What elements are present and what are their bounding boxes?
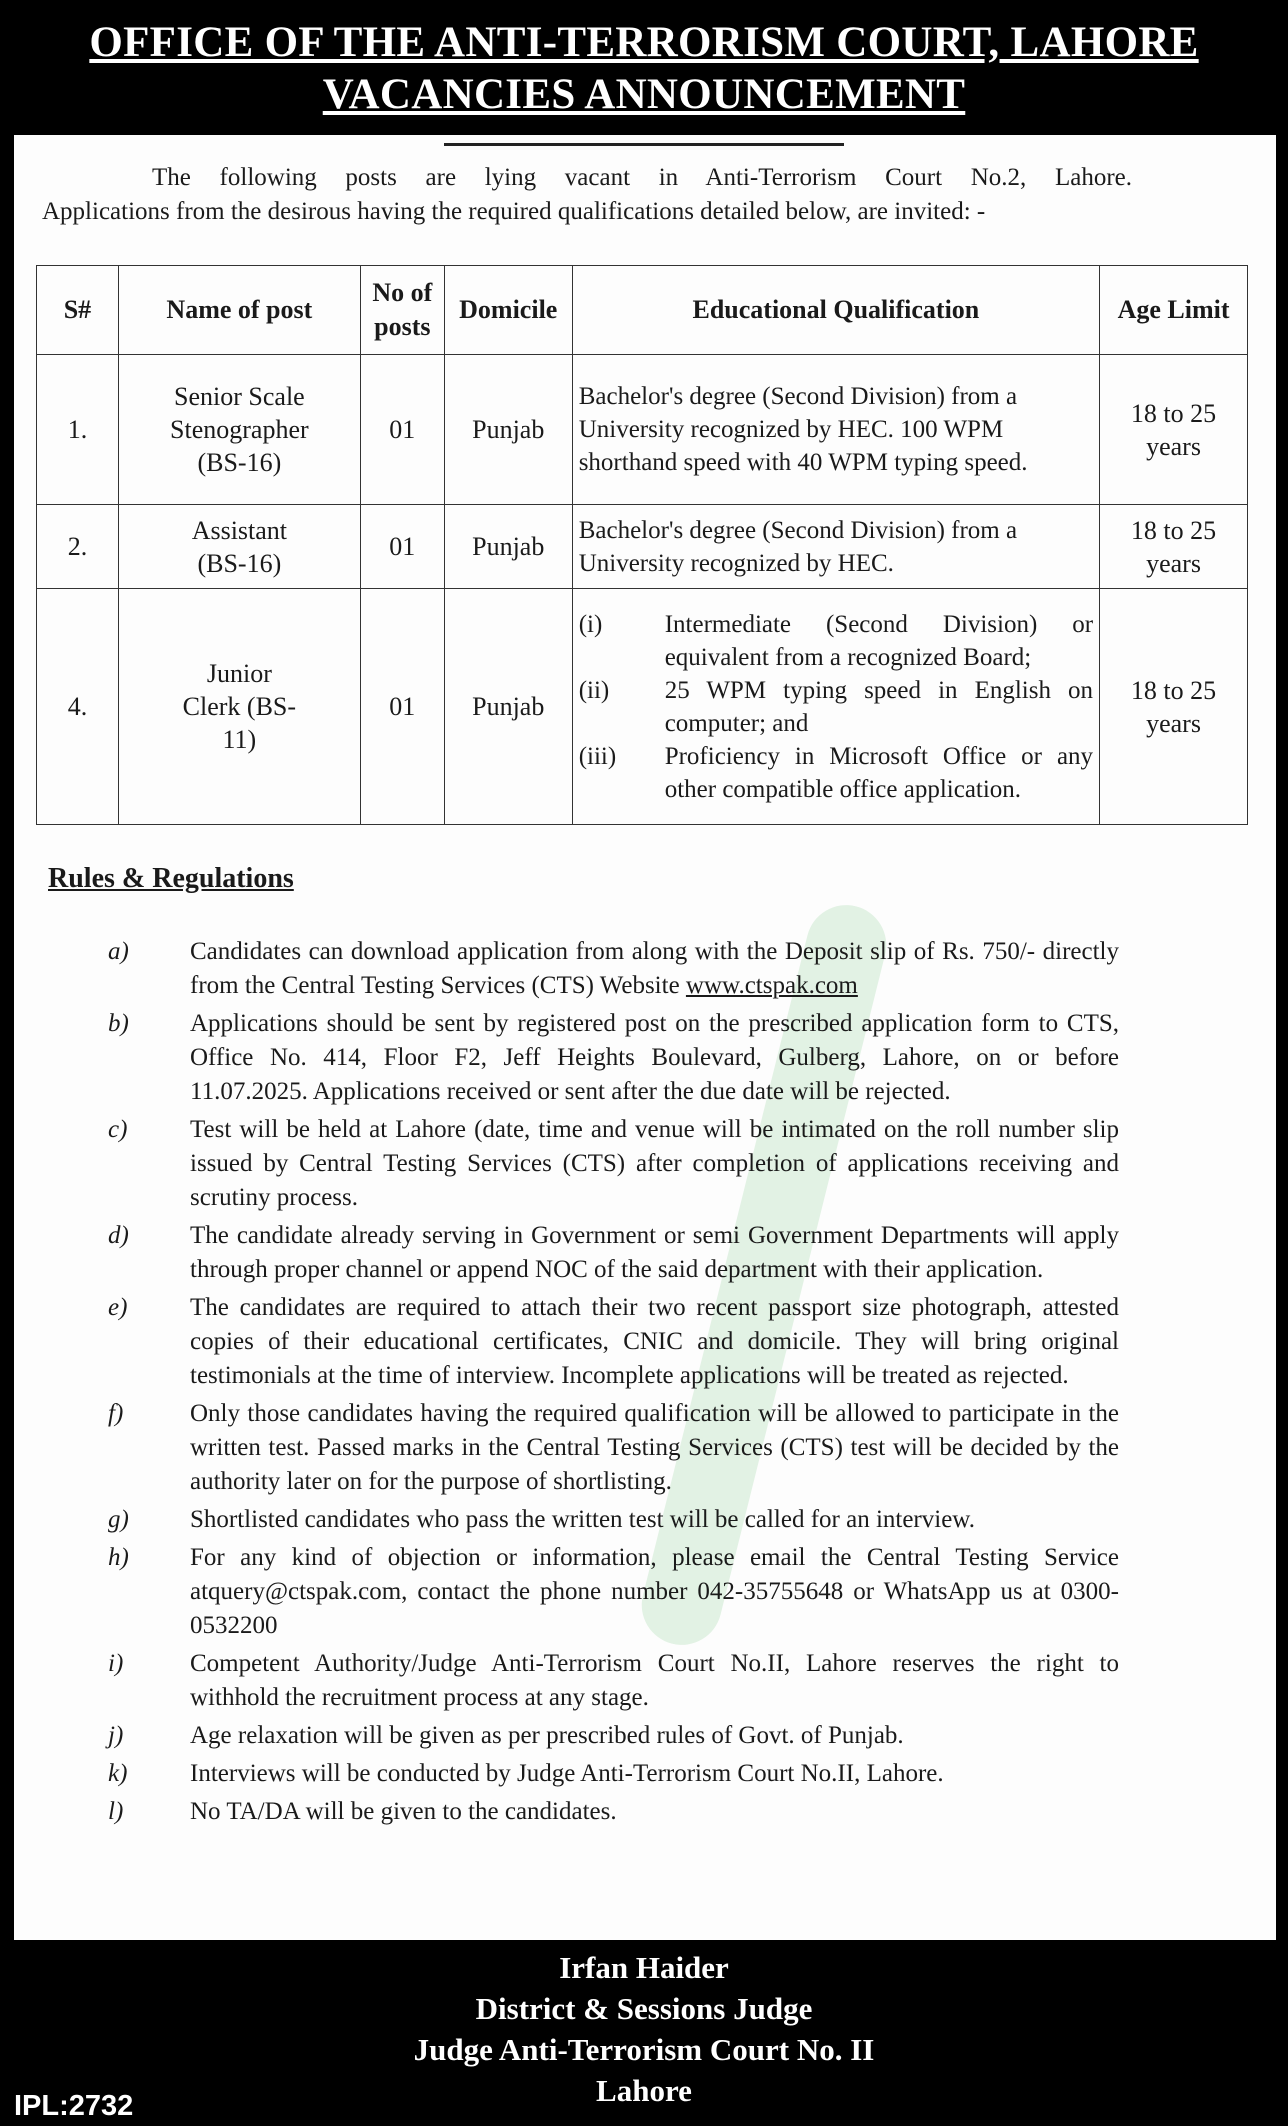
office-title: OFFICE OF THE ANTI-TERRORISM COURT, LAHORE <box>89 19 1199 66</box>
list-item <box>104 1541 1119 1643</box>
rule-letter: f) <box>108 1400 124 1427</box>
list-item <box>104 1219 1119 1287</box>
qualification-list <box>579 608 1093 806</box>
ipl-number: IPL:2732 <box>14 2090 134 2122</box>
row-sno: 2. <box>37 505 119 589</box>
intro-line-2: Applications from the desirous having the required qualifications detailed below, are invited: - <box>42 198 986 225</box>
divider <box>444 143 844 146</box>
rule-text-part: Candidates can download application from along with the Deposit slip of Rs. 750/- directly from the Central Testing Services (CTS) Website <box>190 938 1119 999</box>
signatory-name: Irfan Haider <box>559 1950 729 1985</box>
header-band <box>0 0 1288 135</box>
rules-heading: Rules & Regulations <box>48 863 294 894</box>
header-posts: No of posts <box>360 266 444 355</box>
item-number: (ii) <box>578 676 610 704</box>
rule-letter: e) <box>108 1294 128 1321</box>
rule-letter: a) <box>108 938 129 965</box>
header-name: Name of post <box>118 266 360 355</box>
intro-text <box>42 161 1132 229</box>
list-item <box>579 674 1093 740</box>
rule-text: For any kind of objection or information, please email the Central Testing Service atquery@ctspak.com, contact the phone number 042-35755648 or WhatsApp us at 0300-0532200 <box>190 1544 1119 1639</box>
vacancies-table <box>36 265 1248 825</box>
rules-list <box>104 935 1119 1833</box>
row-post-name: Assistant (BS-16) <box>118 505 360 589</box>
list-item <box>104 1503 1119 1537</box>
signatory-city: Lahore <box>596 2073 692 2108</box>
rule-letter: k) <box>108 1760 128 1787</box>
item-text: Proficiency in Microsoft Office or any other compatible office application. <box>664 742 1094 803</box>
row-sno: 1. <box>37 355 119 505</box>
list-item <box>104 1397 1119 1499</box>
rule-text: Competent Authority/Judge Anti-Terrorism Court No.II, Lahore reserves the right to withhold the recruitment process at any stage. <box>190 1650 1119 1711</box>
row-posts: 01 <box>360 589 444 825</box>
row-post-name: Junior Clerk (BS-11) <box>118 589 360 825</box>
signatory-title: District & Sessions Judge <box>475 1991 813 2026</box>
rule-letter: l) <box>108 1798 124 1825</box>
list-item <box>104 1719 1119 1753</box>
header-age: Age Limit <box>1100 266 1248 355</box>
signatory-court: Judge Anti-Terrorism Court No. II <box>413 2032 875 2067</box>
rule-text: The candidates are required to attach their two recent passport size photograph, attested copies of their educational certificates, CNIC and domicile. They will bring original testimonials at the time of interview. Incomplete applications will be treated as rejected. <box>190 1294 1119 1389</box>
row-posts: 01 <box>360 355 444 505</box>
list-item <box>104 1757 1119 1791</box>
header-domicile: Domicile <box>444 266 572 355</box>
list-item <box>104 1291 1119 1393</box>
rule-text: Shortlisted candidates who pass the written test will be called for an interview. <box>190 1506 975 1533</box>
list-item <box>579 608 1093 674</box>
signature-band <box>0 1940 1288 2126</box>
item-number: (iii) <box>578 742 617 770</box>
rule-text: No TA/DA will be given to the candidates. <box>190 1798 617 1825</box>
row-qualification <box>572 589 1099 825</box>
table-header-row <box>37 266 1248 355</box>
rule-text: The candidate already serving in Government or semi Government Departments will apply through proper channel or append NOC of the said department with their application. <box>190 1222 1119 1283</box>
item-text: Intermediate (Second Division) or equivalent from a recognized Board; <box>664 610 1094 671</box>
row-posts: 01 <box>360 505 444 589</box>
intro-line-1: The following posts are lying vacant in Anti-Terrorism Court No.2, Lahore. <box>152 164 1132 191</box>
rule-text: Interviews will be conducted by Judge Anti-Terrorism Court No.II, Lahore. <box>190 1760 944 1787</box>
row-age: 18 to 25 years <box>1100 589 1248 825</box>
rule-text: Only those candidates having the required qualification will be allowed to participate in the written test. Passed marks in the Central Testing Services (CTS) test will be decided by the authority later on for the purpose of shortlisting. <box>190 1400 1119 1495</box>
row-age: 18 to 25 years <box>1100 505 1248 589</box>
list-item <box>104 935 1119 1003</box>
item-text: 25 WPM typing speed in English on computer; and <box>664 676 1094 737</box>
row-age: 18 to 25 years <box>1100 355 1248 505</box>
row-domicile: Punjab <box>444 505 572 589</box>
list-item <box>104 1647 1119 1715</box>
rule-text: Test will be held at Lahore (date, time and venue will be intimated on the roll number slip issued by Central Testing Services (CTS) after completion of applications receiving and scrutiny process. <box>190 1116 1119 1211</box>
row-qualification: Bachelor's degree (Second Division) from a University recognized by HEC. 100 WPM shorthand speed with 40 WPM typing speed. <box>572 355 1099 505</box>
list-item <box>104 1795 1119 1829</box>
table-row <box>37 589 1248 825</box>
header-qualification: Educational Qualification <box>572 266 1099 355</box>
rule-letter: b) <box>108 1010 129 1037</box>
rule-text: Age relaxation will be given as per prescribed rules of Govt. of Punjab. <box>190 1722 904 1749</box>
notice-body <box>14 135 1276 1940</box>
rule-letter: c) <box>108 1116 128 1143</box>
website-link[interactable]: www.ctspak.com <box>685 972 858 999</box>
header-sno: S# <box>37 266 119 355</box>
rule-letter: d) <box>108 1222 129 1249</box>
rule-text: Applications should be sent by registered post on the prescribed application form to CTS, Office No. 414, Floor F2, Jeff Heights Boulevard, Gulberg, Lahore, on or before 11.07.2025. Applications received or sent after the due date will be rejected. <box>190 1010 1119 1105</box>
rule-letter: i) <box>108 1650 124 1677</box>
rule-letter: j) <box>108 1722 124 1749</box>
list-item <box>579 740 1093 806</box>
row-domicile: Punjab <box>444 589 572 825</box>
rule-letter: g) <box>108 1506 129 1533</box>
list-item <box>104 1007 1119 1109</box>
item-number: (i) <box>578 610 603 638</box>
table-row <box>37 505 1248 589</box>
row-qualification: Bachelor's degree (Second Division) from a University recognized by HEC. <box>572 505 1099 589</box>
table-row <box>37 355 1248 505</box>
rule-text <box>190 935 1119 1003</box>
row-sno: 4. <box>37 589 119 825</box>
row-post-name: Senior Scale Stenographer (BS-16) <box>118 355 360 505</box>
list-item <box>104 1113 1119 1215</box>
rule-letter: h) <box>108 1544 129 1571</box>
announcement-title: VACANCIES ANNOUNCEMENT <box>322 71 966 118</box>
row-domicile: Punjab <box>444 355 572 505</box>
